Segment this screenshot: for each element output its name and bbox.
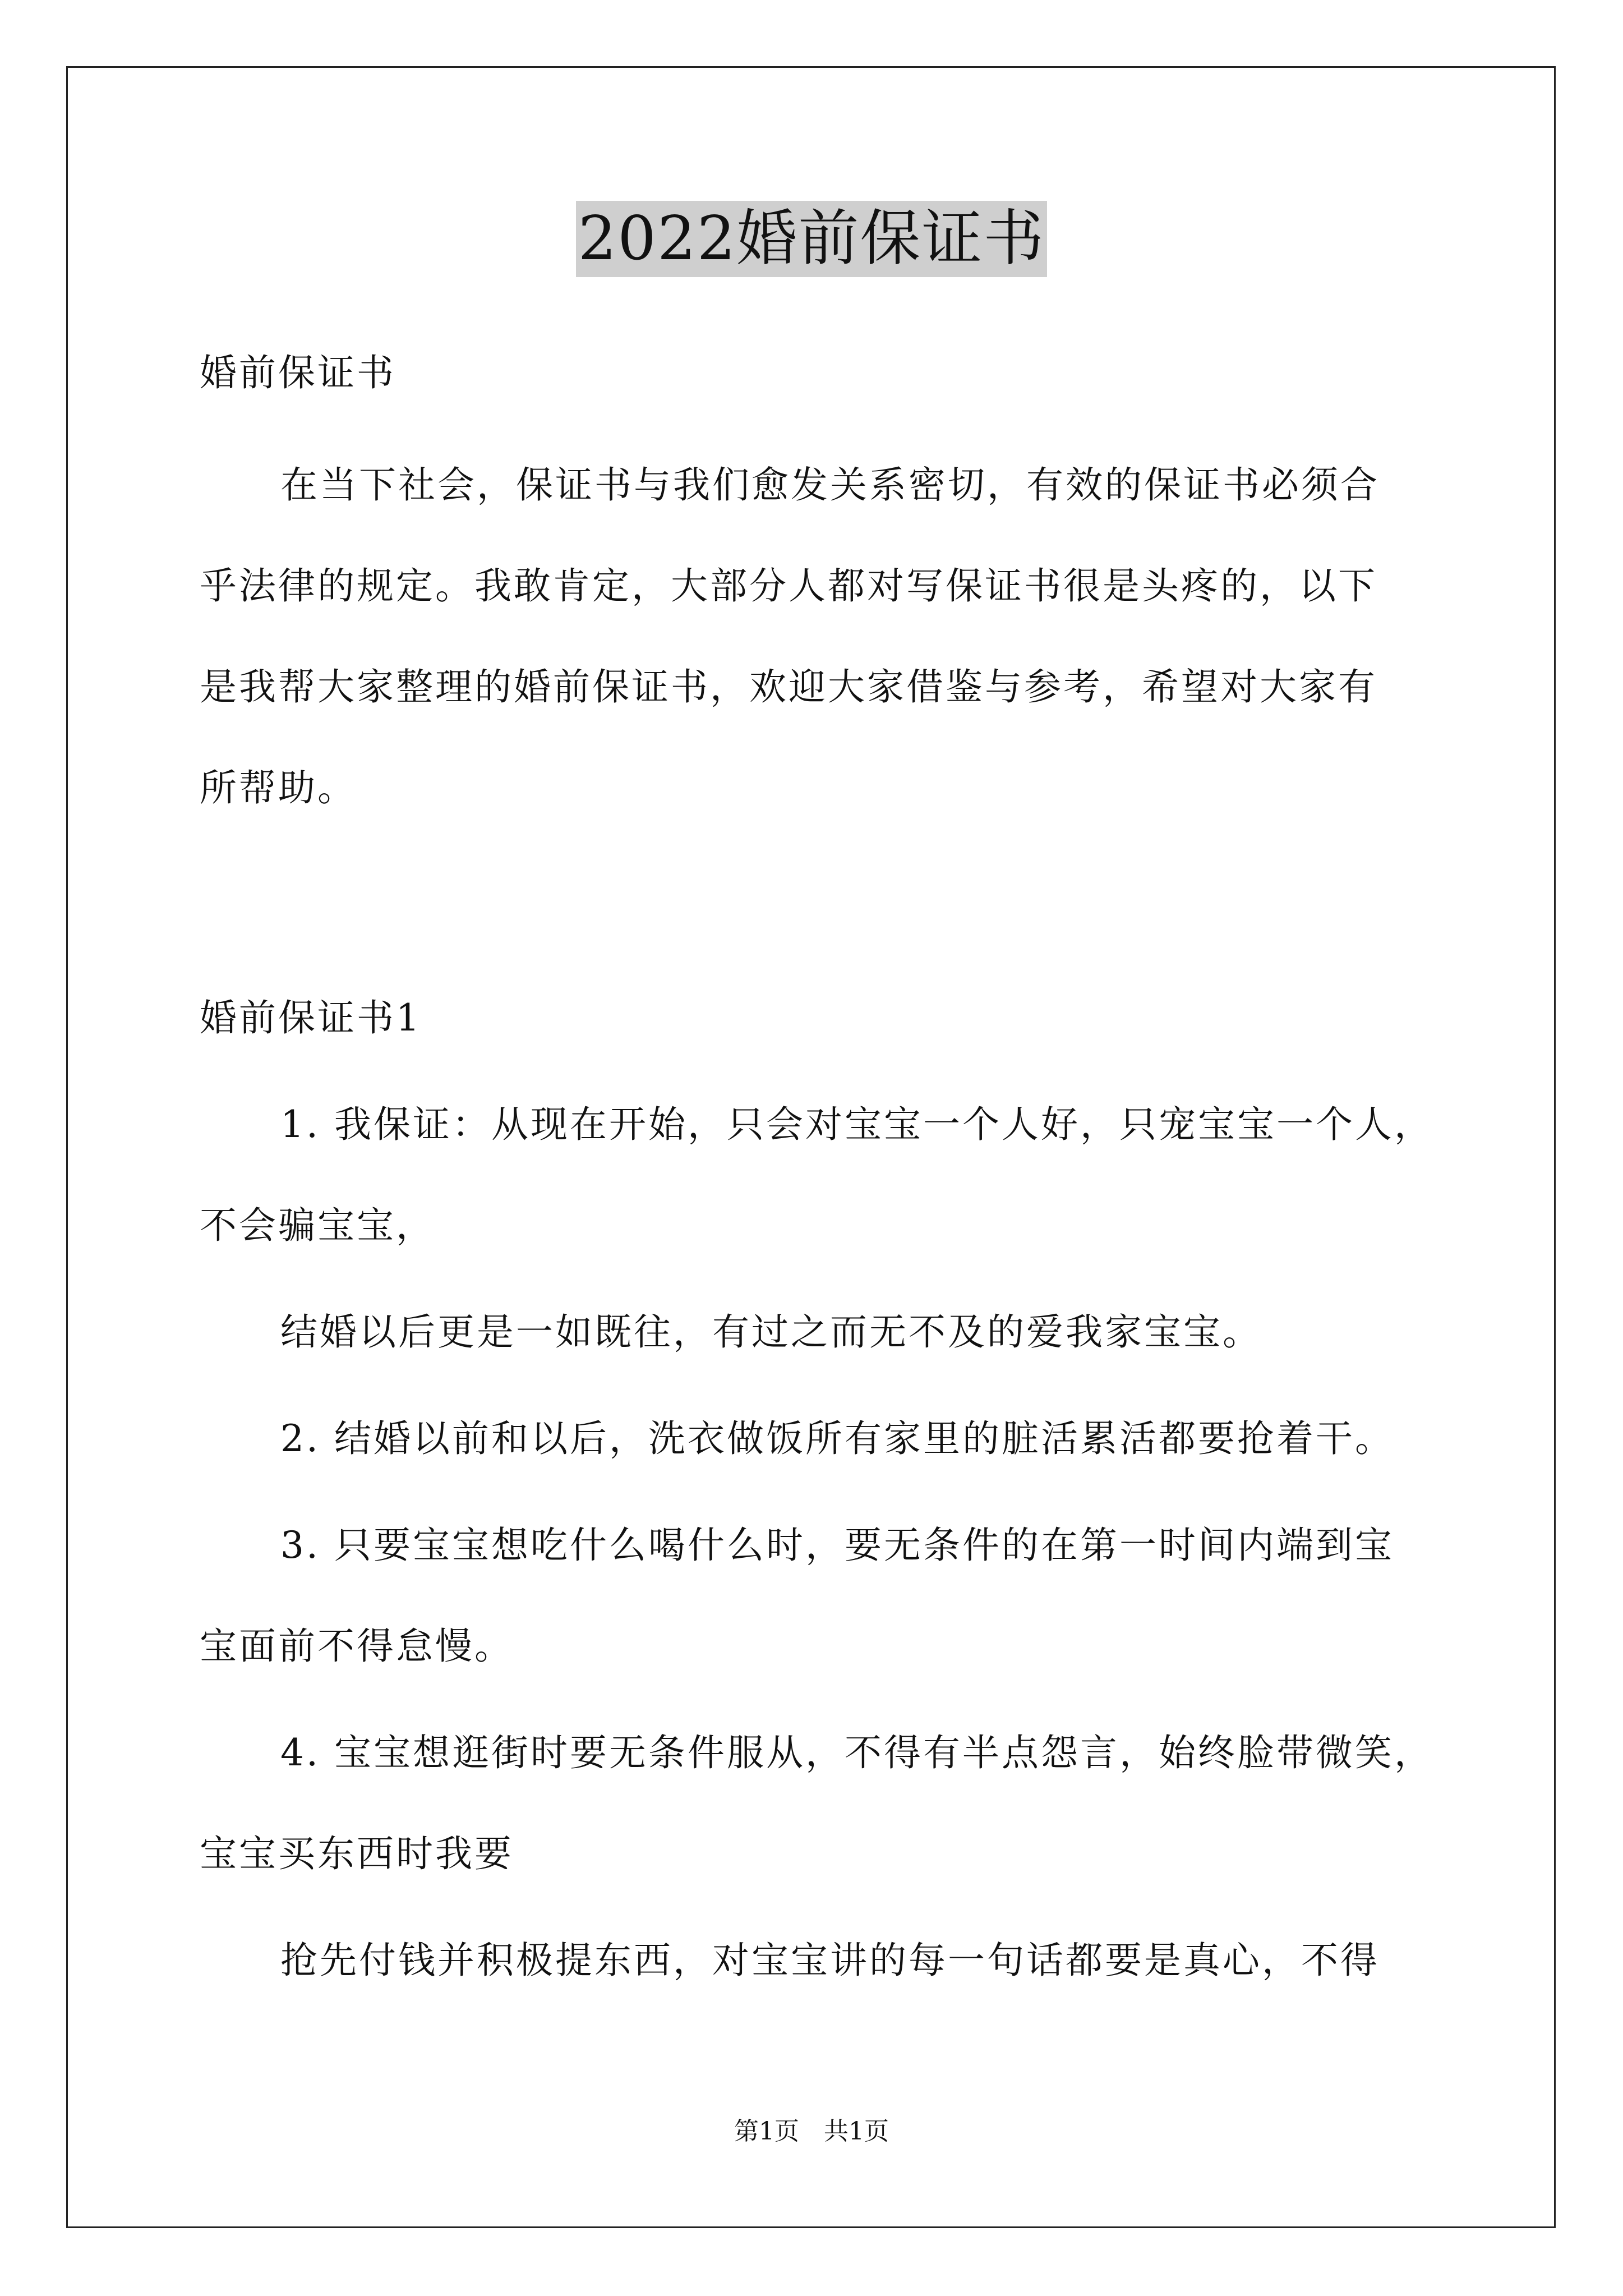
page-footer: 第1页 共1页 (734, 2117, 889, 2146)
paragraph-line: 所帮助。 (200, 766, 357, 809)
document-title: 2022婚前保证书 (576, 201, 1048, 277)
list-item-line: 宝面前不得怠慢。 (200, 1625, 514, 1668)
paragraph-line: 是我帮大家整理的婚前保证书，欢迎大家借鉴与参考，希望对大家有 (200, 665, 1377, 708)
paragraph-line: 在当下社会，保证书与我们愈发关系密切，有效的保证书必须合 (280, 463, 1380, 507)
list-item-line: 3. 只要宝宝想吃什么喝什么时，要无条件的在第一时间内端到宝 (280, 1524, 1394, 1567)
list-item-line: 2. 结婚以前和以后，洗衣做饭所有家里的脏活累活都要抢着干。 (280, 1417, 1394, 1460)
list-item-line: 1. 我保证：从现在开始，只会对宝宝一个人好，只宠宝宝一个人， (280, 1103, 1433, 1146)
list-item-line: 4. 宝宝想逛街时要无条件服从，不得有半点怨言，始终脸带微笑， (280, 1731, 1433, 1774)
paragraph-line: 抢先付钱并积极提东西，对宝宝讲的每一句话都要是真心，不得 (280, 1939, 1380, 1982)
paragraph-line: 结婚以后更是一如既往，有过之而无不及的爱我家宝宝。 (280, 1310, 1262, 1354)
list-item-line: 不会骗宝宝， (200, 1204, 435, 1247)
list-item-line: 宝宝买东西时我要 (200, 1832, 514, 1875)
section-heading: 婚前保证书1 (200, 996, 422, 1039)
section-heading: 婚前保证书 (200, 351, 396, 394)
paragraph-line: 乎法律的规定。我敢肯定，大部分人都对写保证书很是头疼的，以下 (200, 564, 1377, 608)
title-wrap (0, 201, 1623, 277)
